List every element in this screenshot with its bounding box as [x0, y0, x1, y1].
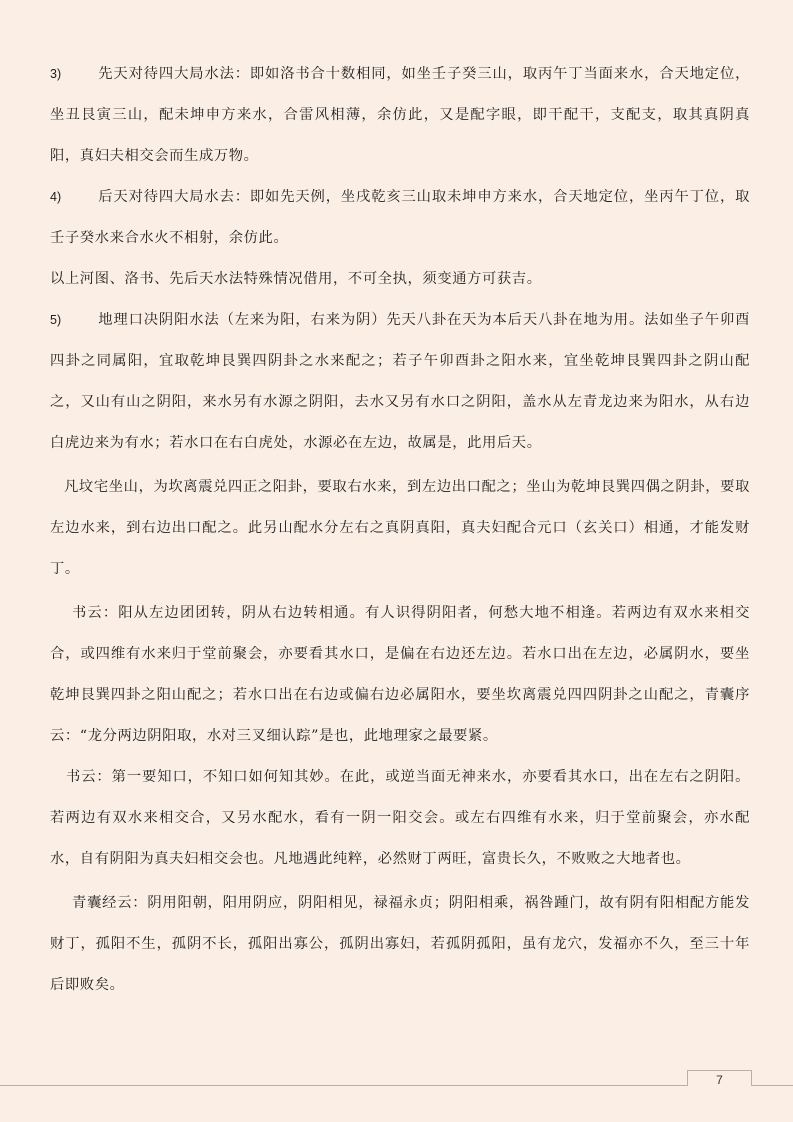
- footer-divider-right: [751, 1085, 793, 1086]
- item-number: 3): [50, 67, 62, 81]
- item-number: 5): [50, 313, 62, 327]
- paragraph-text: 书云：阳从左边团团转，阴从右边转相通。有人识得阴阳者，何愁大地不相逢。若两边有双水来相交合，或四维有水来归于堂前聚会，亦要看其水口，是偏在右边还左边。若水口出在左边，必属阴水，要坐乾坤艮巽四卦之阳山配之；若水口出在右边或偏右边必属阳水，要坐坎离震兑四四阴卦之山配之，青囊序云：“龙分两边阴阳取，水对三叉细认踪”是也，此地理家之最要紧。: [50, 605, 750, 744]
- paragraph-summary: [50, 259, 750, 300]
- paragraph-text: 后天对待四大局水去：即如先天例，坐戌乾亥三山取未坤申方来水，合天地定位，坐丙午丁位，取壬子癸水来合水火不相射，余仿此。: [50, 189, 750, 246]
- paragraph-fenzhai: [50, 467, 750, 590]
- item-number: 4): [50, 190, 62, 204]
- paragraph-qingnang: [50, 883, 750, 1006]
- paragraph-3: [50, 54, 750, 177]
- paragraph-text: 地理口决阴阳水法（左来为阳，右来为阴）先天八卦在天为本后天八卦在地为用。法如坐子午卯酉四卦之同属阳，宜取乾坤艮巽四阴卦之水来配之；若子午卯酉卦之阳水来，宜坐乾坤艮巽四卦之阴山配之，又山有山之阴阳，来水另有水源之阴阳，去水又另有水口之阴阳，盖水从左青龙边来为阳水，从右边白虎边来为有水；若水口在右白虎处，水源必在左边，故属是，此用后天。: [50, 312, 750, 451]
- paragraph-shuyun-1: [50, 593, 750, 757]
- paragraph-text: 凡坟宅坐山，为坎离震兑四正之阳卦，要取右水来，到左边出口配之；坐山为乾坤艮巽四偶之阴卦，要取左边水来，到右边出口配之。此另山配水分左右之真阴真阳，真夫妇配合元口（玄关口）相通，才能发财丁。: [50, 479, 750, 577]
- paragraph-text: 青囊经云：阴用阳朝，阳用阴应，阴阳相见，禄福永贞；阴阳相乘，祸咎踵门，故有阴有阳相配方能发财丁，孤阳不生，孤阴不长，孤阳出寡公，孤阴出寡妇，若孤阴孤阳，虽有龙穴，发福亦不久，至三十年后即败矣。: [50, 895, 750, 993]
- paragraph-5: [50, 300, 750, 464]
- paragraph-shuyun-2: [50, 757, 750, 880]
- paragraph-text: 先天对待四大局水法：即如洛书合十数相同，如坐壬子癸三山，取丙午丁当面来水，合天地定位，坐丑艮寅三山，配未坤申方来水，合雷风相薄，余仿此，又是配字眼，即干配干，支配支，取其真阴真阳，真妇夫相交会而生成万物。: [50, 66, 750, 164]
- paragraph-text: 以上河图、洛书、先后天水法特殊情况借用，不可全执，须变通方可获吉。: [50, 271, 542, 287]
- document-body: [50, 54, 750, 1006]
- paragraph-4: [50, 177, 750, 259]
- paragraph-text: 书云：第一要知口，不知口如何知其妙。在此，或逆当面无神来水，亦要看其水口，出在左右之阴阳。若两边有双水来相交合，又另水配水，看有一阴一阳交会。或左右四维有水来，归于堂前聚会，亦水配水，自有阴阳为真夫妇相交会也。凡地遇此纯粹，必然财丁两旺，富贵长久，不败败之大地者也。: [50, 769, 750, 867]
- page-number: 7: [687, 1070, 752, 1086]
- footer-divider: [0, 1085, 687, 1086]
